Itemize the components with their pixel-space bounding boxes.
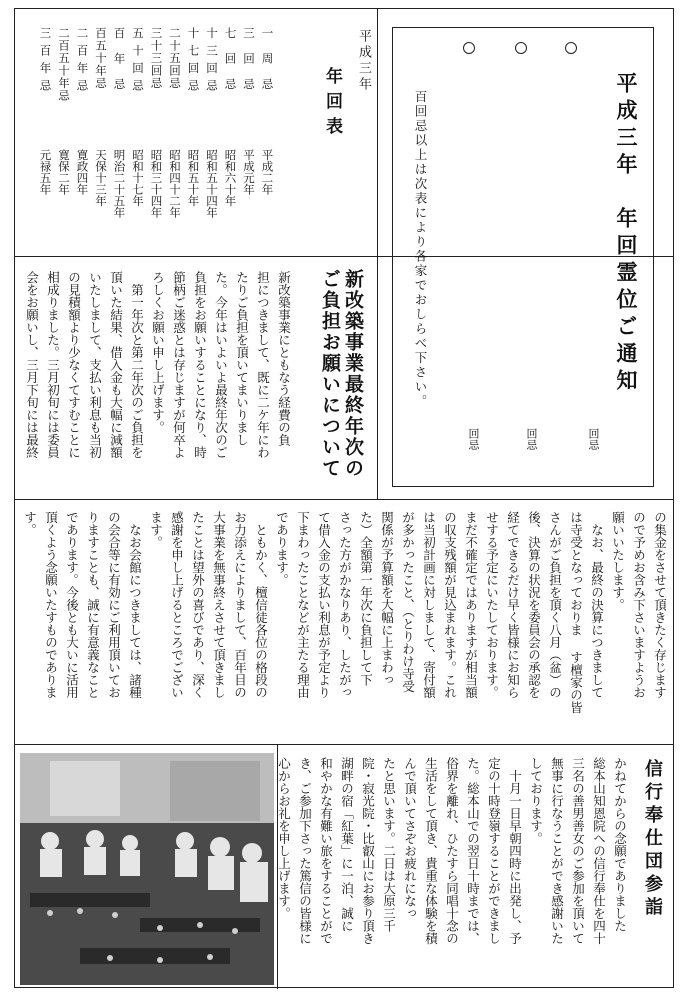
kaiki-label: 回忌	[525, 428, 538, 450]
text-column: 担につきまして、既に二ケ年にわ	[255, 271, 271, 459]
text-column: 第一年次と第二年次のご負担を	[129, 271, 145, 459]
text-column: まだ不確定ではありますが相当額	[463, 511, 479, 699]
text-column: 和やかな有難い旅をすることがで	[318, 757, 334, 945]
text-column: たりご負担を頂いてまいりまし	[234, 271, 250, 446]
table-year: 昭和六十年	[223, 149, 238, 207]
article2-title: 信行奉仕団参詣	[642, 759, 663, 920]
table-kaiki: 七回忌	[223, 27, 238, 104]
table-year: 寛政四年	[75, 149, 90, 195]
notice-title: 平成三年 年回霊位ご通知	[614, 72, 639, 396]
table-kaiki: 五十回忌	[131, 27, 145, 97]
table-year: 昭和四十二年	[168, 149, 182, 218]
table-kaiki: 三百年忌	[38, 27, 53, 97]
text-column: であります。今後とも大いに活用	[64, 511, 80, 699]
text-column: ので予めお含み下さいますようお	[631, 511, 647, 699]
text-column: 頂いた結果、借入金も大幅に減額	[108, 271, 124, 459]
text-column: の見積額より少なくてすむことに	[66, 271, 82, 459]
table-kaiki: 百五十年忌	[94, 27, 108, 90]
table-kaiki: 三十三回忌	[149, 27, 164, 90]
text-column: ます。	[148, 511, 164, 549]
table-year: 昭和五十年	[186, 149, 201, 207]
ring-hole-icon	[565, 42, 577, 54]
event-photo	[20, 753, 274, 985]
notice-instruction: 百回忌以上は次表により各家でおしらべ下さい。	[413, 90, 428, 409]
text-column: 院・寂光院・比叡山にお参り頂き	[360, 757, 376, 945]
table-year: 昭和十七年	[131, 149, 145, 207]
text-column: 経てできるだけ早く皆様にお知ら	[505, 511, 521, 699]
divider-bottom	[15, 744, 673, 745]
article1-title-line1: 新改築事業最終年次の	[342, 269, 364, 479]
text-column: 十月一日早朝四時に出発し、予	[507, 757, 523, 945]
text-column: 俗界を離れ、ひたすら同唱十念の	[444, 757, 460, 945]
text-column: 総本山知恩院への信行奉仕を四十	[591, 757, 607, 945]
text-column: 心からお礼を申し上げます。	[276, 757, 292, 920]
text-column: せする予定にいたしております。	[484, 511, 500, 699]
table-year: 寛保二年	[57, 149, 71, 195]
text-column: が多かったこと、（とりわけ寺受	[400, 511, 416, 693]
kaiki-label: 回忌	[587, 428, 600, 450]
text-column: 定の十時登嶺することができまし	[486, 757, 502, 945]
page-frame	[14, 8, 674, 988]
table-kaiki: 二百五十年忌	[57, 27, 71, 102]
text-column: 願いいたします。	[610, 511, 626, 611]
text-column: ろしくお願い申し上げます。	[150, 271, 166, 434]
text-column: であります。	[274, 511, 290, 586]
divider-middle	[15, 499, 673, 500]
table-year: 昭和五十四年	[205, 149, 219, 218]
text-column: は当初計画に対しまして、寄付額	[421, 511, 437, 699]
text-column: 相成りました。三月初旬には委員	[45, 271, 61, 459]
text-column: た）全額第一年次に負担して下	[358, 511, 374, 686]
text-column: いたしまして、支払い利息も当初	[87, 271, 103, 459]
text-column: 会をお願いし、三月下旬には最終	[24, 271, 40, 459]
text-column: さんがご負担を頂く八月（盆）の	[547, 511, 563, 699]
text-column: の収支残額が見込まれます。これ	[442, 511, 458, 699]
text-column: 感謝を申し上げるところでござい	[169, 511, 185, 699]
text-column: す。	[22, 511, 38, 536]
table-caption-year: 平成三年	[356, 29, 371, 93]
article1-title-line2: ご負担お願いについて	[319, 269, 341, 479]
text-column: んで頂いてさぞお疲れになっ	[402, 757, 418, 920]
kaiki-label: 回忌	[467, 428, 480, 450]
table-kaiki: 一周忌	[260, 27, 275, 104]
table-year: 元禄五年	[38, 149, 53, 195]
text-column: 負担をお願いすることになり、時	[192, 271, 208, 459]
text-column: たと思います。二日は大原三千	[381, 757, 397, 932]
text-column: き、ご参加下さった篤信の皆様に	[297, 757, 313, 945]
text-column: 下まわったことなどが主たる理由	[295, 511, 311, 699]
table-year: 天保十三年	[94, 149, 108, 207]
text-column: お力添えによりまして、百年目の	[232, 511, 248, 699]
table-kaiki: 二百年忌	[75, 27, 90, 97]
text-column: かねてからの念願でありました	[612, 757, 628, 932]
text-column: の会合等に有効にご利用頂いてお	[106, 511, 122, 699]
text-column: 生活をして頂き、貴重な体験を積	[423, 757, 439, 945]
text-column: 頂くよう念願いたすものでありま	[43, 511, 59, 699]
text-column: 湖畔の宿「紅葉」に一泊、誠に	[339, 757, 355, 932]
ring-hole-icon	[515, 42, 527, 54]
divider-notice	[377, 9, 378, 499]
text-column: 三名の善男善女のご参加を頂いて	[570, 757, 586, 945]
notice-box	[392, 27, 654, 487]
table-year: 平成元年	[242, 149, 256, 195]
text-column: 新改築事業にともなう経費の負	[276, 271, 292, 446]
text-column: 節柄ご迷惑とは存じますが何卒よ	[171, 271, 187, 459]
ring-hole-icon	[463, 42, 475, 54]
text-column: 大事業を無事終えさせて頂きまし	[211, 511, 227, 699]
text-column: ともかく、檀信徒各位の格段の	[253, 511, 269, 699]
text-column: なお会館につきましては、諸種	[127, 511, 143, 699]
text-column: たことは望外の喜びであり、深く	[190, 511, 206, 699]
text-column: た。今年はいよいよ最終年次のご	[213, 271, 229, 459]
text-column: 後、決算の状況を委員会の承認を	[526, 511, 542, 699]
table-kaiki: 二十五回忌	[168, 27, 182, 90]
table-caption-title: 年回表	[322, 67, 342, 142]
table-kaiki: 十三回忌	[205, 27, 219, 97]
table-kaiki: 三回忌	[242, 27, 256, 104]
table-year: 平成二年	[260, 149, 275, 195]
text-column: さった方がかなりあり、したがっ	[337, 511, 353, 699]
text-column: しております。	[528, 757, 544, 845]
table-year: 昭和三十四年	[149, 149, 164, 218]
text-column: の集金をさせて頂きたく存じます	[652, 511, 668, 699]
table-kaiki: 十七回忌	[186, 27, 201, 97]
text-column: なお、最終の決算につきまして	[589, 511, 605, 699]
table-kaiki: 百年忌	[112, 27, 127, 104]
text-column: りますことも、誠に有意義なこと	[85, 511, 101, 699]
text-column: て借入金の支払い利息が予定より	[316, 511, 332, 699]
text-column: た。総本山での翌日十時までは、	[465, 757, 481, 945]
table-year: 明治二十五年	[112, 149, 127, 218]
text-column: 無事に行なうことができ感謝いた	[549, 757, 565, 945]
text-column: は寺受となっておりま す檀家の皆	[568, 511, 584, 714]
text-column: 関係が予算額を大幅に上まわっ	[379, 511, 395, 686]
